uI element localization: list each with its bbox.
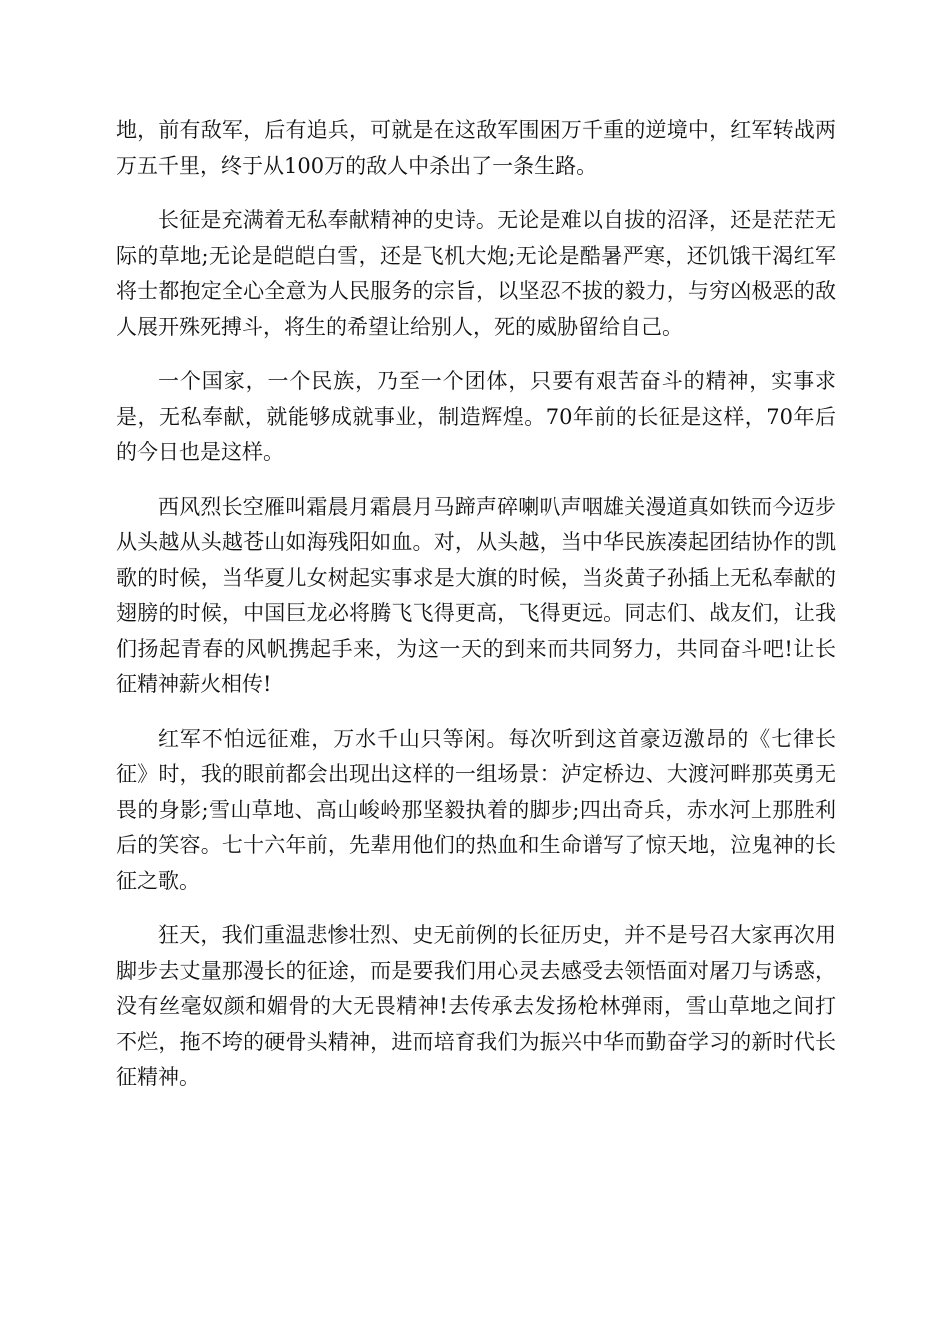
paragraph-6: 狂天，我们重温悲惨壮烈、史无前例的长征历史，并不是号召大家再次用脚步去丈量那漫长的征途，而是要我们用心灵去感受去领悟面对屠刀与诱惑，没有丝毫奴颜和媚骨的大无畏精神!去传承去发扬枪林弹雨，雪山草地之间打不烂，拖不垮的硬骨头精神，进而培育我们为振兴中华而勤奋学习的新时代长征精神。: [116, 923, 836, 1089]
paragraph-4: 西风烈长空雁叫霜晨月霜晨月马蹄声碎喇叭声咽雄关漫道真如铁而今迈步从头越从头越苍山如海残阳如血。对，从头越，当中华民族凑起团结协作的凯歌的时候，当华夏儿女树起实事求是大旗的时候，当炎黄子孙插上无私奉献的翅膀的时候，中国巨龙必将腾飞飞得更高，飞得更远。同志们、战友们，让我们扬起青春的风帆携起手来，为这一天的到来而共同努力，共同奋斗吧!让长征精神薪火相传!: [116, 494, 836, 696]
document-body: [116, 113, 836, 1115]
paragraph-1: 地，前有敌军，后有追兵，可就是在这敌军围困万千重的逆境中，红军转战两万五千里，终于从100万的敌人中杀出了一条生路。: [116, 118, 836, 178]
paragraph-2: 长征是充满着无私奉献精神的史诗。无论是难以自拔的沼泽，还是茫茫无际的草地;无论是皑皑白雪，还是飞机大炮;无论是酷暑严寒，还饥饿干渴红军将士都抱定全心全意为人民服务的宗旨，以坚忍不拔的毅力，与穷凶极恶的敌人展开殊死搏斗，将生的希望让给别人，死的威胁留给自己。: [116, 208, 836, 339]
paragraph-5: 红军不怕远征难，万水千山只等闲。每次听到这首豪迈激昂的《七律长征》时，我的眼前都会出现出这样的一组场景：泸定桥边、大渡河畔那英勇无畏的身影;雪山草地、高山峻岭那坚毅执着的脚步;四出奇兵，赤水河上那胜利后的笑容。七十六年前，先辈用他们的热血和生命谱写了惊天地，泣鬼神的长征之歌。: [116, 726, 836, 893]
paragraph-3: 一个国家，一个民族，乃至一个团体，只要有艰苦奋斗的精神，实事求是，无私奉献，就能够成就事业，制造辉煌。70年前的长征是这样，70年后的今日也是这样。: [116, 369, 836, 464]
